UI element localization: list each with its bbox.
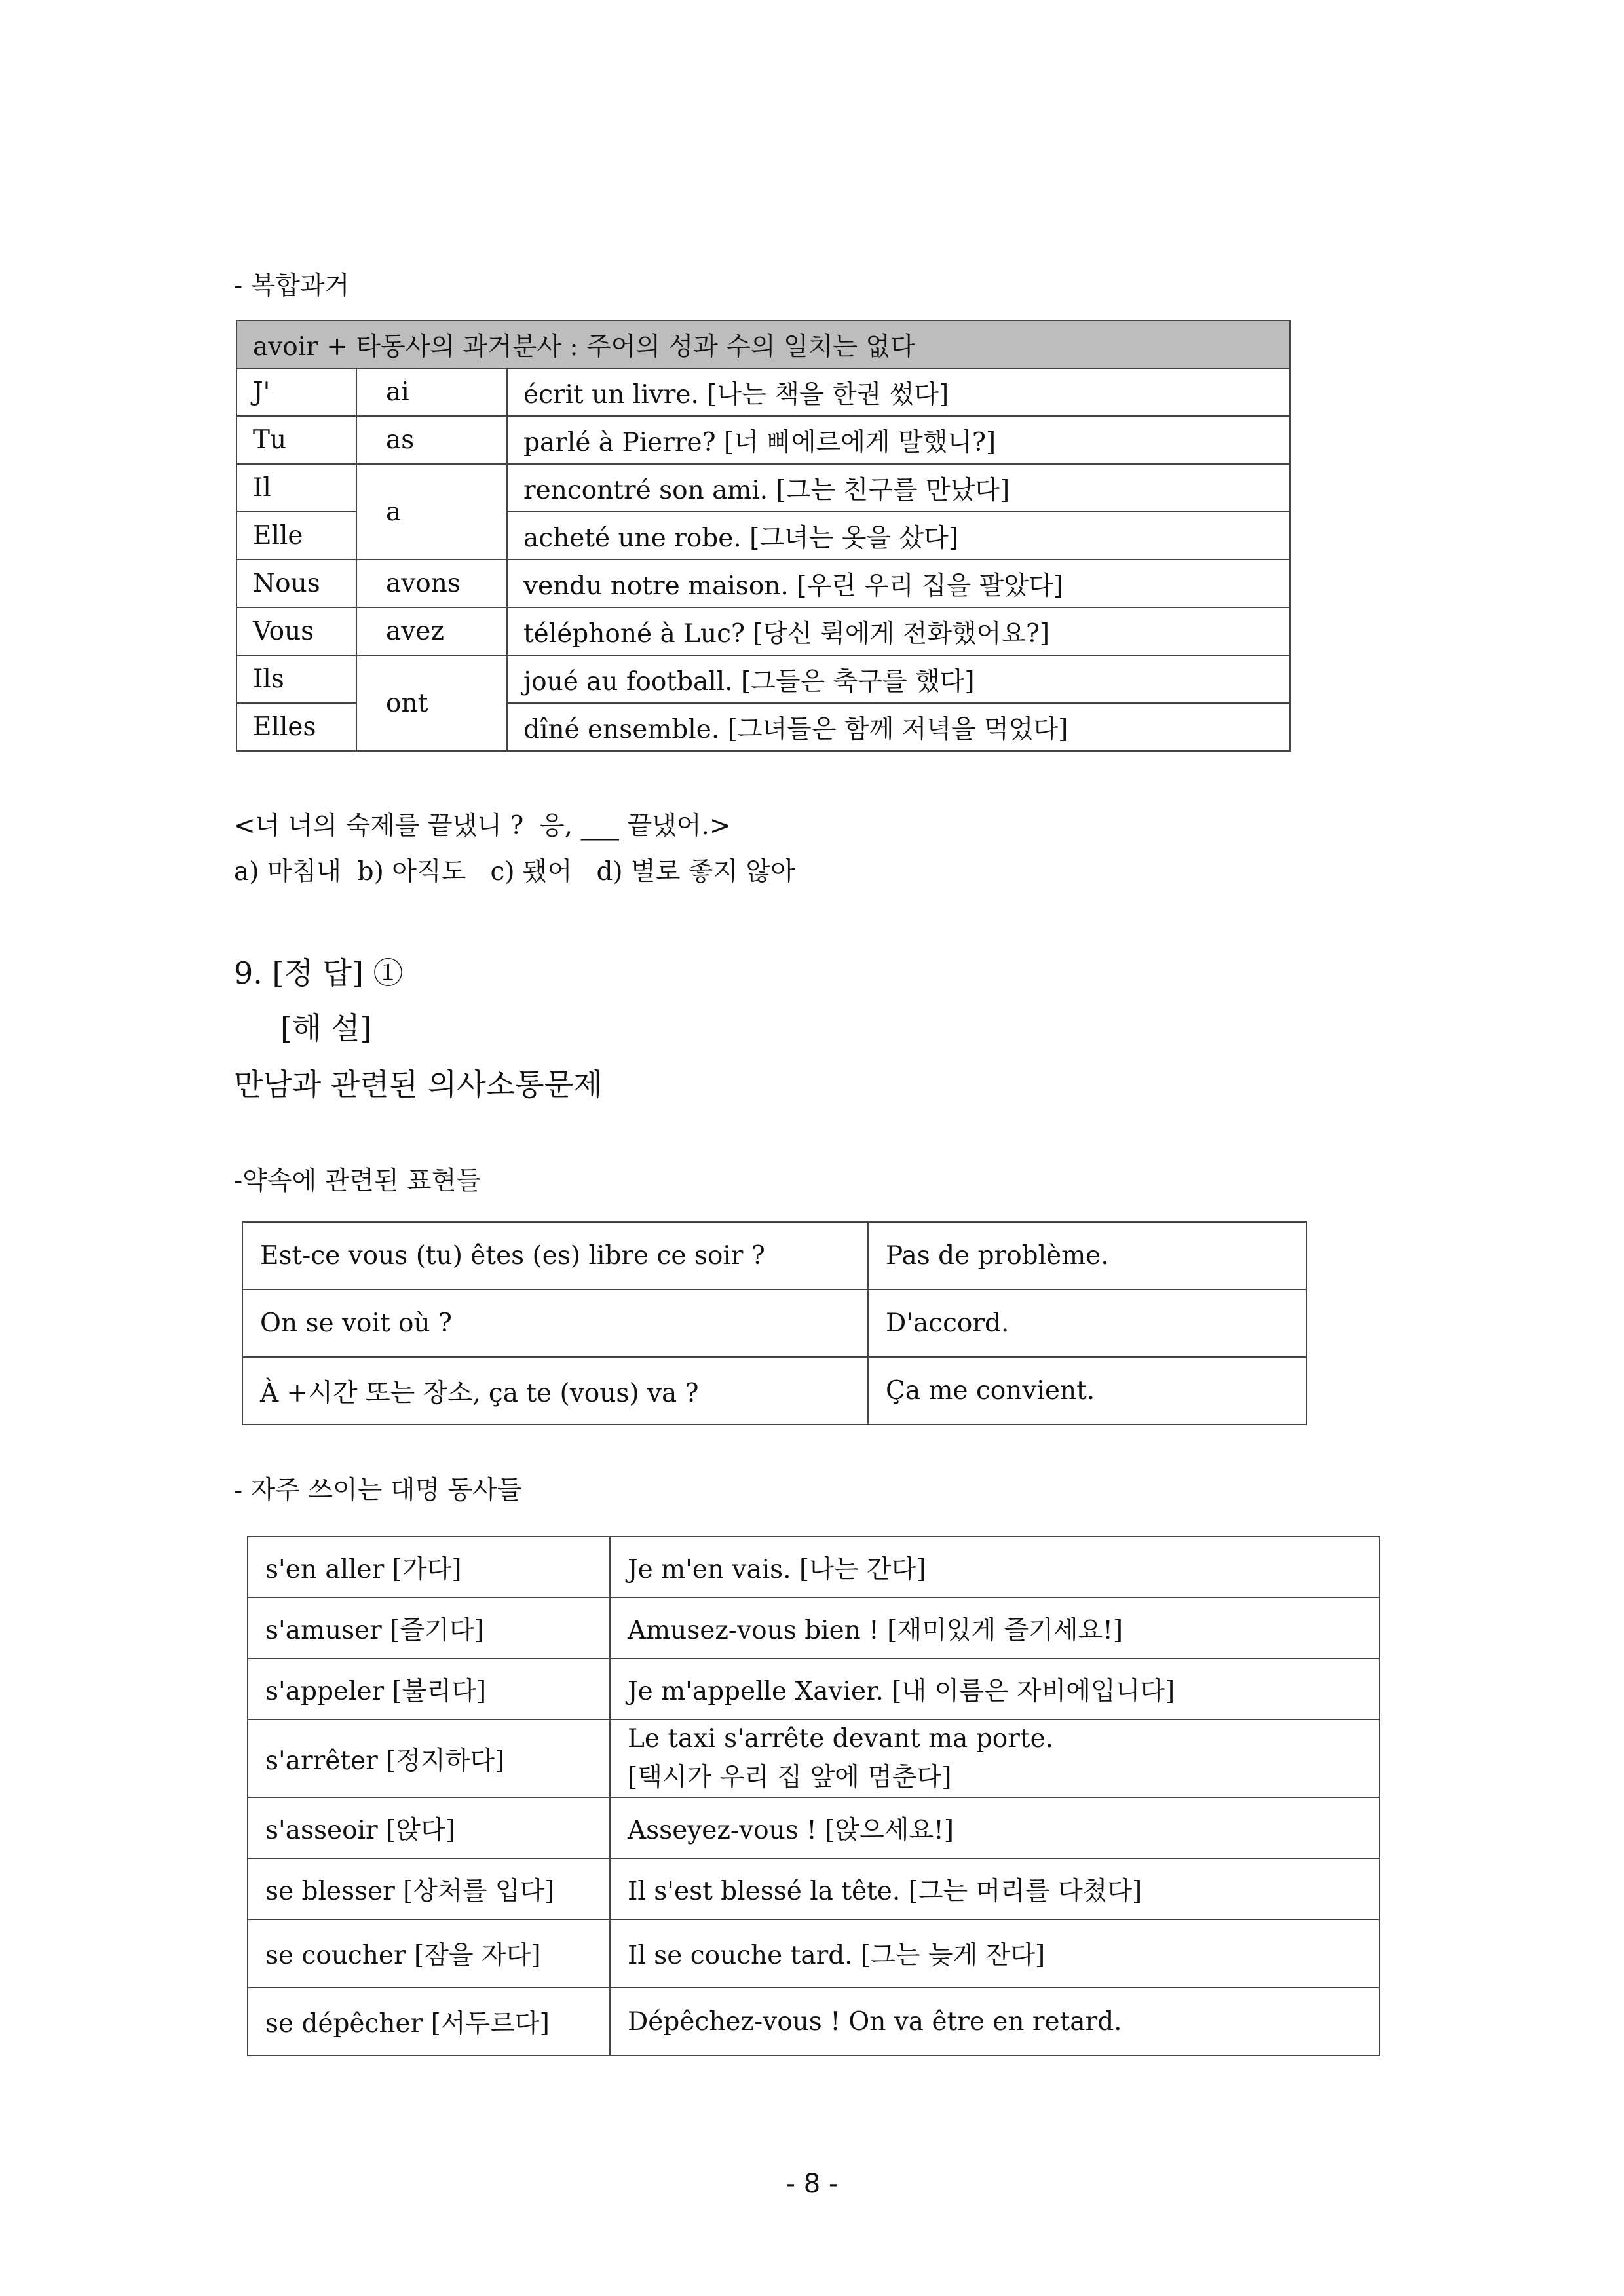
table-row bbox=[236, 655, 1290, 703]
table-row bbox=[248, 1919, 1380, 1987]
table-row bbox=[242, 1222, 1306, 1290]
subject-cell: Tu bbox=[236, 416, 356, 464]
aux-cell: avons bbox=[356, 560, 507, 607]
table-row bbox=[236, 416, 1290, 464]
response-cell: D'accord. bbox=[868, 1290, 1306, 1357]
example-cell: Il s'est blessé la tête. [그는 머리를 다쳤다] bbox=[610, 1858, 1380, 1919]
subject-cell: Il bbox=[236, 464, 356, 512]
subject-cell: Elle bbox=[236, 512, 356, 560]
aux-cell: a bbox=[356, 464, 507, 560]
table-row bbox=[248, 1658, 1380, 1719]
passe-compose-table bbox=[236, 320, 1291, 752]
table-row bbox=[236, 560, 1290, 607]
example-cell: rencontré son ami. [그는 친구를 만났다] bbox=[507, 464, 1290, 512]
example-cell: Il se couche tard. [그는 늦게 잔다] bbox=[610, 1919, 1380, 1987]
example-cell: dîné ensemble. [그녀들은 함께 저녁을 먹었다] bbox=[507, 703, 1290, 751]
subject-cell: J' bbox=[236, 368, 356, 416]
table-header-row bbox=[236, 320, 1290, 368]
aux-cell: ont bbox=[356, 655, 507, 751]
verb-cell: s'appeler [불리다] bbox=[248, 1658, 610, 1719]
verb-cell: s'en aller [가다] bbox=[248, 1537, 610, 1598]
table-row bbox=[248, 1719, 1380, 1797]
subject-cell: Ils bbox=[236, 655, 356, 703]
example-cell: acheté une robe. [그녀는 옷을 샀다] bbox=[507, 512, 1290, 560]
section-heading-pronominal-verbs: - 자주 쓰이는 대명 동사들 bbox=[234, 1476, 522, 1505]
section-heading-passe-compose: - 복합과거 bbox=[234, 271, 350, 301]
example-cell bbox=[610, 1719, 1380, 1797]
verb-cell: s'arrêter [정지하다] bbox=[248, 1719, 610, 1797]
pronominal-verbs-table bbox=[247, 1536, 1380, 2056]
verb-cell: se blesser [상처를 입다] bbox=[248, 1858, 610, 1919]
appointment-expressions-table bbox=[242, 1221, 1307, 1425]
table-row bbox=[248, 1598, 1380, 1658]
table-row bbox=[248, 1797, 1380, 1858]
example-translation-line: [택시가 우리 집 앞에 멈춘다] bbox=[628, 1762, 952, 1792]
example-line: Le taxi s'arrête devant ma porte. bbox=[628, 1724, 1054, 1753]
explanation-label: [해 설] bbox=[280, 1010, 372, 1046]
example-cell: écrit un livre. [나는 책을 한권 썼다] bbox=[507, 368, 1290, 416]
verb-cell: s'asseoir [앉다] bbox=[248, 1797, 610, 1858]
aux-cell: avez bbox=[356, 607, 507, 655]
page-number: - 8 - bbox=[785, 2169, 839, 2199]
example-cell: vendu notre maison. [우린 우리 집을 팔았다] bbox=[507, 560, 1290, 607]
subject-cell: Nous bbox=[236, 560, 356, 607]
expression-cell: Est-ce vous (tu) êtes (es) libre ce soir ? bbox=[242, 1222, 868, 1290]
response-cell: Pas de problème. bbox=[868, 1222, 1306, 1290]
expression-cell: À +시간 또는 장소, ça te (vous) va ? bbox=[242, 1357, 868, 1425]
table-row bbox=[242, 1290, 1306, 1357]
section-heading-appointments: -약속에 관련된 표현들 bbox=[234, 1166, 482, 1196]
example-cell: Dépêchez-vous ! On va être en retard. bbox=[610, 1987, 1380, 2056]
table-row bbox=[242, 1357, 1306, 1425]
table-row bbox=[236, 368, 1290, 416]
aux-cell: as bbox=[356, 416, 507, 464]
table-row bbox=[236, 464, 1290, 512]
response-cell: Ça me convient. bbox=[868, 1357, 1306, 1425]
example-cell: joué au football. [그들은 축구를 했다] bbox=[507, 655, 1290, 703]
example-cell: Je m'appelle Xavier. [내 이름은 자비에입니다] bbox=[610, 1658, 1380, 1719]
example-cell: parlé à Pierre? [너 삐에르에게 말했니?] bbox=[507, 416, 1290, 464]
subject-cell: Vous bbox=[236, 607, 356, 655]
table-row bbox=[248, 1537, 1380, 1598]
table-row bbox=[248, 1987, 1380, 2056]
subject-cell: Elles bbox=[236, 703, 356, 751]
expression-cell: On se voit où ? bbox=[242, 1290, 868, 1357]
table-header: avoir + 타동사의 과거분사 : 주어의 성과 수의 일치는 없다 bbox=[236, 320, 1290, 368]
verb-cell: s'amuser [즐기다] bbox=[248, 1598, 610, 1658]
table-row bbox=[248, 1858, 1380, 1919]
aux-cell: ai bbox=[356, 368, 507, 416]
verb-cell: se dépêcher [서두르다] bbox=[248, 1987, 610, 2056]
verb-cell: se coucher [잠을 자다] bbox=[248, 1919, 610, 1987]
example-cell: Je m'en vais. [나는 간다] bbox=[610, 1537, 1380, 1598]
table-row bbox=[236, 607, 1290, 655]
example-cell: Amusez-vous bien ! [재미있게 즐기세요!] bbox=[610, 1598, 1380, 1658]
example-cell: téléphoné à Luc? [당신 뤽에게 전화했어요?] bbox=[507, 607, 1290, 655]
answer-topic: 만남과 관련된 의사소통문제 bbox=[234, 1067, 603, 1102]
example-cell: Asseyez-vous ! [앉으세요!] bbox=[610, 1797, 1380, 1858]
question-options: a) 마침내 b) 아직도 c) 됐어 d) 별로 좋지 않아 bbox=[234, 857, 795, 887]
question-prompt: <너 너의 숙제를 끝냈니 ? 응, ___ 끝냈어.> bbox=[234, 811, 731, 841]
answer-line: 9. [정 답] ① bbox=[234, 955, 404, 991]
